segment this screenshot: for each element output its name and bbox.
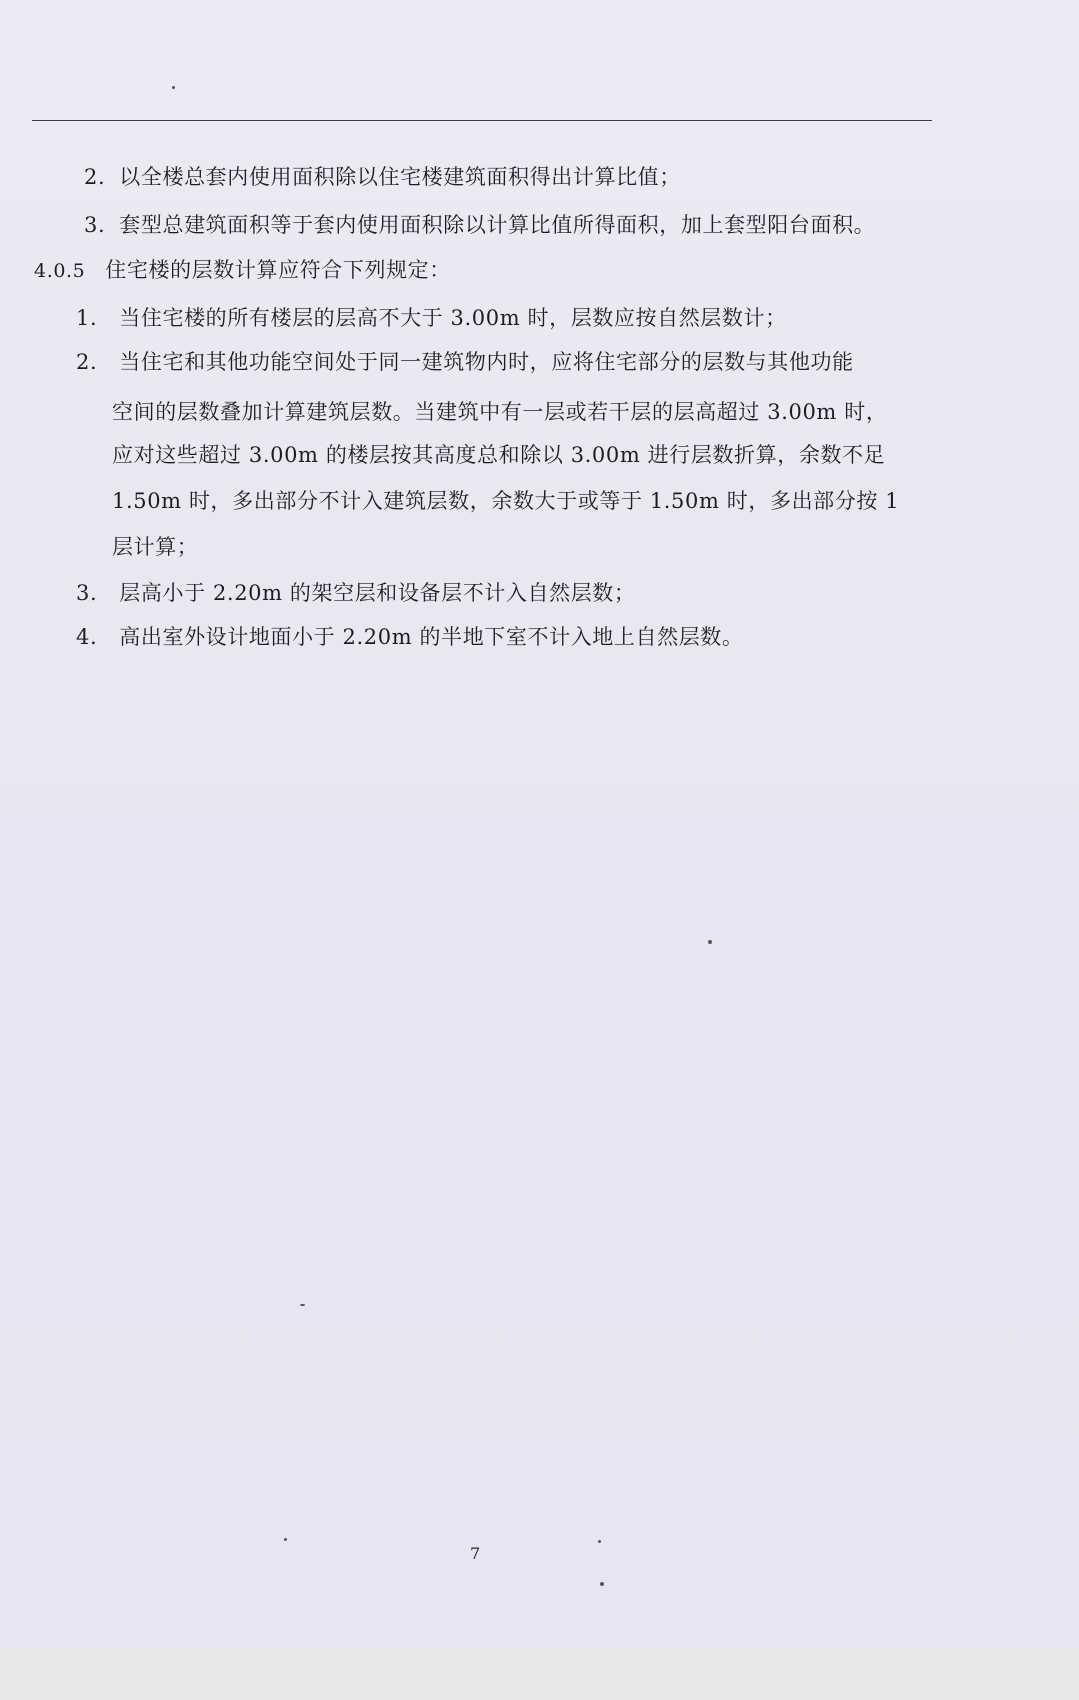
item-text: 高出室外设计地面小于 2.20m 的半地下室不计入地上自然层数。 bbox=[119, 625, 744, 649]
item-text: 当住宅楼的所有楼层的层高不大于 3.00m 时，层数应按自然层数计； bbox=[119, 306, 787, 330]
list-item bbox=[76, 347, 854, 377]
list-item bbox=[76, 622, 744, 652]
item-number: 2. bbox=[76, 350, 98, 374]
clause-title: 住宅楼的层数计算应符合下列规定： bbox=[105, 258, 451, 282]
list-item bbox=[84, 162, 681, 192]
paragraph-line bbox=[112, 440, 885, 470]
item-number: 1. bbox=[76, 306, 98, 330]
item-text: 层计算； bbox=[112, 535, 199, 559]
scan-speck bbox=[284, 1538, 287, 1541]
item-number: 3. bbox=[84, 213, 106, 237]
scan-margin bbox=[0, 1648, 1079, 1700]
item-text: 当住宅和其他功能空间处于同一建筑物内时，应将住宅部分的层数与其他功能 bbox=[119, 350, 854, 374]
list-item bbox=[76, 578, 636, 608]
item-text: 应对这些超过 3.00m 的楼层按其高度总和除以 3.00m 进行层数折算，余数不足 bbox=[112, 443, 886, 467]
header-rule bbox=[32, 120, 932, 121]
paragraph-line bbox=[112, 486, 899, 516]
item-text: 1.50m 时，多出部分不计入建筑层数，余数大于或等于 1.50m 时，多出部分按 1 bbox=[112, 489, 900, 513]
page-number: 7 bbox=[470, 1544, 481, 1563]
item-text: 空间的层数叠加计算建筑层数。当建筑中有一层或若干层的层高超过 3.00m 时， bbox=[112, 400, 888, 424]
clause-heading bbox=[34, 255, 451, 286]
item-number: 4. bbox=[76, 625, 98, 649]
list-item bbox=[84, 210, 875, 240]
clause-number: 4.0.5 bbox=[34, 260, 86, 282]
scan-speck bbox=[172, 86, 175, 89]
item-number: 2. bbox=[84, 165, 106, 189]
item-text: 套型总建筑面积等于套内使用面积除以计算比值所得面积，加上套型阳台面积。 bbox=[119, 213, 876, 237]
list-item bbox=[76, 303, 787, 333]
item-text: 层高小于 2.20m 的架空层和设备层不计入自然层数； bbox=[119, 581, 636, 605]
scan-speck bbox=[598, 1540, 601, 1543]
item-number: 3. bbox=[76, 581, 98, 605]
paragraph-line bbox=[112, 397, 887, 427]
paragraph-line bbox=[112, 532, 198, 562]
item-text: 以全楼总套内使用面积除以住宅楼建筑面积得出计算比值； bbox=[119, 165, 681, 189]
scan-speck bbox=[600, 1582, 604, 1586]
scan-speck bbox=[708, 940, 712, 944]
scan-speck bbox=[300, 1304, 305, 1306]
